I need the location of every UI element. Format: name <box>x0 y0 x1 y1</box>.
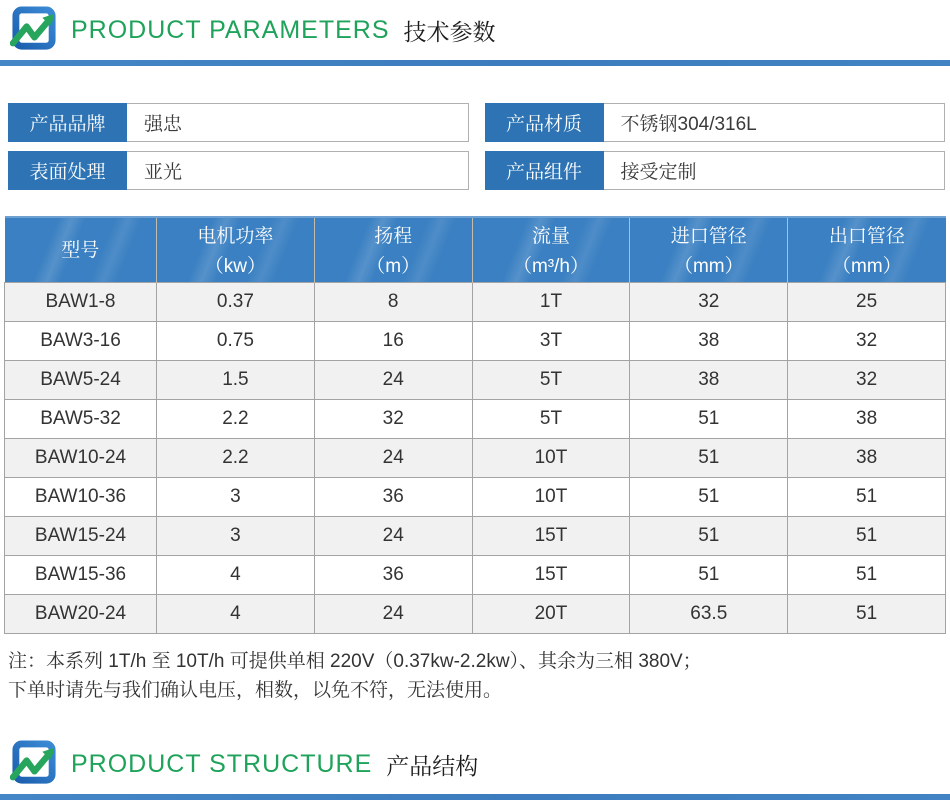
table-cell: 8 <box>314 282 472 321</box>
col-header-model: 型号 <box>5 217 157 282</box>
table-cell: 38 <box>788 399 946 438</box>
table-cell: 36 <box>314 477 472 516</box>
table-cell: 38 <box>630 360 788 399</box>
table-cell: BAW1-8 <box>5 282 157 321</box>
table-cell: 24 <box>314 360 472 399</box>
col-header-flow: 流量 （m³/h） <box>472 217 630 282</box>
table-cell: 32 <box>788 360 946 399</box>
product-fields <box>8 103 945 190</box>
table-cell: 36 <box>314 555 472 594</box>
note-line-1: 注：本系列 1T/h 至 10T/h 可提供单相 220V（0.37kw-2.2kw）、其余为三相 380V； <box>8 650 702 672</box>
brand-logo-icon <box>10 740 59 789</box>
field-material-label: 产品材质 <box>485 103 604 142</box>
table-cell: 5T <box>472 399 630 438</box>
table-cell: 51 <box>630 438 788 477</box>
section-title-en: PRODUCT PARAMETERS <box>71 15 390 44</box>
table-cell: 4 <box>157 594 315 633</box>
section-title-zh: 技术参数 <box>403 18 496 45</box>
section-title-zh: 产品结构 <box>386 752 479 779</box>
table-cell: 32 <box>630 282 788 321</box>
table-cell: 51 <box>630 555 788 594</box>
table-row <box>5 516 946 555</box>
field-brand-label: 产品品牌 <box>8 103 127 142</box>
table-cell: BAW15-36 <box>5 555 157 594</box>
table-row <box>5 360 946 399</box>
table-cell: 20T <box>472 594 630 633</box>
table-cell: 5T <box>472 360 630 399</box>
col-header-outlet-diameter: 出口管径 （mm） <box>788 217 946 282</box>
table-cell: 24 <box>314 516 472 555</box>
col-header-motor-power: 电机功率 （kw） <box>157 217 315 282</box>
table-cell: 2.2 <box>157 399 315 438</box>
voltage-note <box>8 647 942 705</box>
table-row <box>5 321 946 360</box>
table-cell: 63.5 <box>630 594 788 633</box>
header-divider <box>0 60 950 66</box>
table-cell: 16 <box>314 321 472 360</box>
table-cell: 51 <box>630 516 788 555</box>
spec-table-header <box>5 217 946 282</box>
table-cell: BAW5-24 <box>5 360 157 399</box>
table-cell: 51 <box>788 516 946 555</box>
table-cell: 24 <box>314 594 472 633</box>
table-cell: BAW10-24 <box>5 438 157 477</box>
col-header-head: 扬程 （m） <box>314 217 472 282</box>
note-line-2: 下单时请先与我们确认电压，相数，以免不符，无法使用。 <box>8 679 503 701</box>
field-finish-value: 亚光 <box>127 151 469 190</box>
table-cell: 2.2 <box>157 438 315 477</box>
table-cell: 32 <box>788 321 946 360</box>
table-cell: 0.37 <box>157 282 315 321</box>
table-cell: BAW3-16 <box>5 321 157 360</box>
table-cell: BAW10-36 <box>5 477 157 516</box>
section-title-en: PRODUCT STRUCTURE <box>71 749 373 778</box>
table-cell: 38 <box>788 438 946 477</box>
field-finish-label: 表面处理 <box>8 151 127 190</box>
table-cell: 51 <box>788 555 946 594</box>
brand-logo-icon <box>10 6 59 55</box>
table-cell: 1.5 <box>157 360 315 399</box>
table-cell: 3 <box>157 477 315 516</box>
table-cell: 4 <box>157 555 315 594</box>
table-cell: 51 <box>788 594 946 633</box>
table-row <box>5 282 946 321</box>
table-cell: 3 <box>157 516 315 555</box>
table-cell: 10T <box>472 477 630 516</box>
field-brand-value: 强忠 <box>127 103 469 142</box>
table-cell: 0.75 <box>157 321 315 360</box>
table-row <box>5 594 946 633</box>
field-parts-value: 接受定制 <box>604 151 946 190</box>
table-cell: 3T <box>472 321 630 360</box>
footer-divider <box>0 794 950 800</box>
field-material-value: 不锈钢304/316L <box>604 103 946 142</box>
table-cell: 24 <box>314 438 472 477</box>
table-cell: 1T <box>472 282 630 321</box>
field-material <box>485 103 946 142</box>
table-cell: BAW5-32 <box>5 399 157 438</box>
section-structure <box>0 734 950 800</box>
col-header-inlet-diameter: 进口管径 （mm） <box>630 217 788 282</box>
table-cell: 51 <box>630 399 788 438</box>
section-header-structure <box>0 734 950 794</box>
section-header-parameters <box>0 0 950 60</box>
field-parts <box>485 151 946 190</box>
table-row <box>5 399 946 438</box>
table-row <box>5 438 946 477</box>
table-cell: BAW20-24 <box>5 594 157 633</box>
table-cell: BAW15-24 <box>5 516 157 555</box>
field-brand <box>8 103 469 142</box>
table-row <box>5 555 946 594</box>
table-row <box>5 477 946 516</box>
spec-table <box>4 216 946 634</box>
table-cell: 15T <box>472 516 630 555</box>
table-cell: 51 <box>788 477 946 516</box>
table-cell: 38 <box>630 321 788 360</box>
table-cell: 51 <box>630 477 788 516</box>
table-cell: 32 <box>314 399 472 438</box>
table-cell: 10T <box>472 438 630 477</box>
field-parts-label: 产品组件 <box>485 151 604 190</box>
table-cell: 15T <box>472 555 630 594</box>
table-cell: 25 <box>788 282 946 321</box>
field-finish <box>8 151 469 190</box>
